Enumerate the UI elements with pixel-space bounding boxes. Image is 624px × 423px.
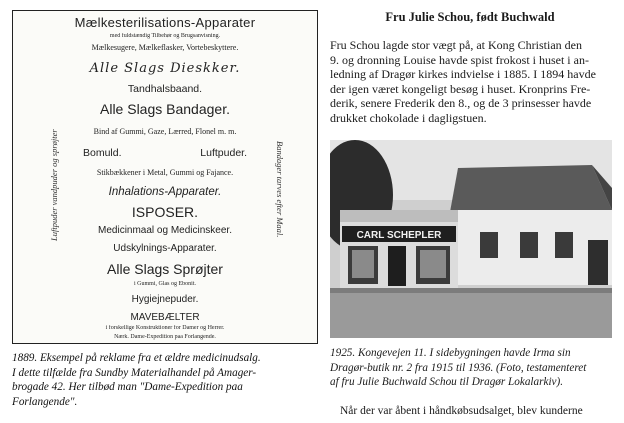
caption-line: 1925. Kongevejen 11. I sidebygningen havde Irma sin bbox=[330, 347, 571, 359]
caption-line: I dette tilfælde fra Sundby Materialhandel på Amager- bbox=[12, 366, 257, 379]
paragraph-line: derik, senere Frederik den 8., og de 3 prinsesser havde bbox=[330, 96, 592, 111]
ad-line: Stikbækkener i Metal, Gummi og Fajance. bbox=[96, 168, 234, 177]
ad-side-text-left: Luftpuder vandpuder og sprøjter bbox=[49, 129, 59, 241]
ad-line: i forskellige Konstruktioner for Damer og Herrer. bbox=[105, 325, 225, 331]
ad-line: Tandhalsbaand. bbox=[127, 83, 203, 95]
shop-sign-text: CARL SCHEPLER bbox=[356, 230, 442, 241]
ad-line: ISPOSER. bbox=[131, 204, 199, 220]
caption-line: Dragør-butik nr. 2 fra 1915 til 1936. (Foto, testamenteret bbox=[330, 361, 587, 374]
paragraph-line: 9. og dronning Louise havde spist frokost i huset i an- bbox=[330, 52, 589, 67]
paragraph-line: drukket chokolade i dagligstuen. bbox=[330, 110, 487, 125]
advertisement-caption bbox=[12, 351, 318, 409]
ad-line: Inhalations-Apparater. bbox=[108, 186, 222, 198]
ad-line: Bomuld. bbox=[83, 147, 122, 159]
ad-line: Udskylnings-Apparater. bbox=[113, 243, 217, 254]
advertisement-panel bbox=[12, 10, 318, 344]
ad-line: Nærk. Dame-Expedition paa Forlangende. bbox=[114, 334, 216, 340]
ad-line: Alle Slags Dieskker. bbox=[89, 61, 241, 76]
article-paragraph bbox=[330, 38, 612, 126]
ad-line: med fuldstændig Tilbehør og Brugsanvisning. bbox=[109, 33, 221, 39]
ad-line: Hygiejnepuder. bbox=[131, 294, 199, 305]
ad-line: Bind af Gummi, Gaze, Lærred, Flonel m. m. bbox=[93, 127, 237, 136]
shop-photo bbox=[330, 140, 612, 338]
ad-line: Mælkesugere, Mælkeflasker, Vortebeskyttere. bbox=[91, 43, 239, 52]
ad-line: Luftpuder. bbox=[200, 147, 247, 159]
ad-line: MAVEBÆLTER bbox=[130, 312, 200, 323]
ad-line: Alle Slags Bandager. bbox=[100, 101, 230, 117]
paragraph-line: ledning af Dragør kirkes indvielse i 1885. I 1894 havde bbox=[330, 67, 596, 82]
ad-line-pair bbox=[53, 147, 277, 159]
paragraph-line: der igen været kongeligt besøg i huset. Kronprins Fre- bbox=[330, 81, 591, 96]
ad-line: Mælkesterilisations-Apparater bbox=[74, 15, 256, 30]
shop-photo-drawing bbox=[330, 140, 612, 338]
ad-line: i Gummi, Glas og Ebonit. bbox=[134, 281, 196, 287]
photo-caption bbox=[330, 346, 612, 390]
continuation-text: Når der var åbent i håndkøbsudsalget, blev kunderne bbox=[340, 405, 583, 417]
caption-line: af fru Julie Buchwald Schou til Dragør Lokalarkiv). bbox=[330, 376, 564, 389]
caption-line: brogade 42. Her tilbød man "Dame-Expedition paa bbox=[12, 381, 243, 394]
article-heading: Fru Julie Schou, født Buchwald bbox=[385, 10, 555, 24]
caption-line: 1889. Eksempel på reklame fra et ældre medicinudsalg. bbox=[12, 352, 261, 364]
ad-line: Medicinmaal og Medicinskeer. bbox=[98, 225, 232, 236]
ad-side-text-right: Bandager tarves efter Maal. bbox=[275, 141, 285, 238]
paragraph-line: Fru Schou lagde stor vægt på, at Kong Christian den bbox=[330, 38, 582, 52]
ad-line: Alle Slags Sprøjter bbox=[107, 261, 223, 277]
caption-line: Forlangende". bbox=[12, 395, 78, 408]
